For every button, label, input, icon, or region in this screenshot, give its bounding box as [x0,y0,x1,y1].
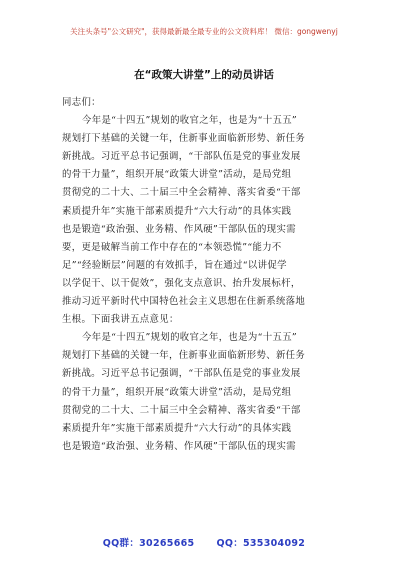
paragraph-line: 推动习近平新时代中国特色社会主义思想在住新系统落地 [62,296,306,308]
paragraph-line: 也是锻造“政治强、业务精、作风硬”干部队伍的现实需 [62,440,296,452]
paragraph-line: 的骨干力量”，组织开展“政策大讲堂”活动，是局党组 [62,169,292,181]
paragraph-line: 今年是“十四五”规划的收官之年，也是为“十五五” [82,115,298,127]
document-title: 在“政策大讲堂”上的动员讲话 [134,69,274,81]
paragraph-line: 素质提升年”实施干部素质提升“六大行动”的具体实践 [62,205,292,217]
paragraph-line: 以学促干、以干促效”，强化支点意识、抬升发展标杆， [62,277,301,289]
footer-contact [0,535,408,549]
paragraph-line: 规划打下基础的关键一年，住新事业面临新形势、新任务 [62,133,306,145]
footer-qq-group: QQ群：30265665 [102,538,195,549]
paragraph-line: 同志们： [62,97,101,108]
paragraph-line: 今年是“十四五”规划的收官之年，也是为“十五五” [82,332,298,344]
paragraph-line: 足”“经验断层”问题的有效抓手，旨在通过“以讲促学 [62,259,287,271]
document-body [62,94,346,456]
paragraph-line: 也是锻造“政治强、业务精、作风硬”干部队伍的现实需 [62,223,296,235]
paragraph-line: 规划打下基础的关键一年，住新事业面临新形势、新任务 [62,350,306,362]
paragraph-line: 贯彻党的二十大、二十届三中全会精神、落实省委“干部 [62,187,301,199]
header-banner: 关注头条号"公文研究"，获得最新最全最专业的公文资料库！ 微信：gongwenyj [70,27,338,36]
footer-qq: QQ：535304092 [216,538,306,549]
paragraph-line: 新挑战。习近平总书记强调，“干部队伍是党的事业发展 [62,151,301,163]
paragraph-line: 素质提升年”实施干部素质提升“六大行动”的具体实践 [62,422,292,434]
paragraph-line: 贯彻党的二十大、二十届三中全会精神、落实省委“干部 [62,404,301,416]
paragraph-line: 生根。下面我讲五点意见： [62,314,179,326]
paragraph-line: 新挑战。习近平总书记强调，“干部队伍是党的事业发展 [62,368,301,380]
paragraph-line: 的骨干力量”，组织开展“政策大讲堂”活动，是局党组 [62,386,292,398]
paragraph-line: 要，更是破解当前工作中存在的“本领恐慌”“能力不 [62,241,282,253]
